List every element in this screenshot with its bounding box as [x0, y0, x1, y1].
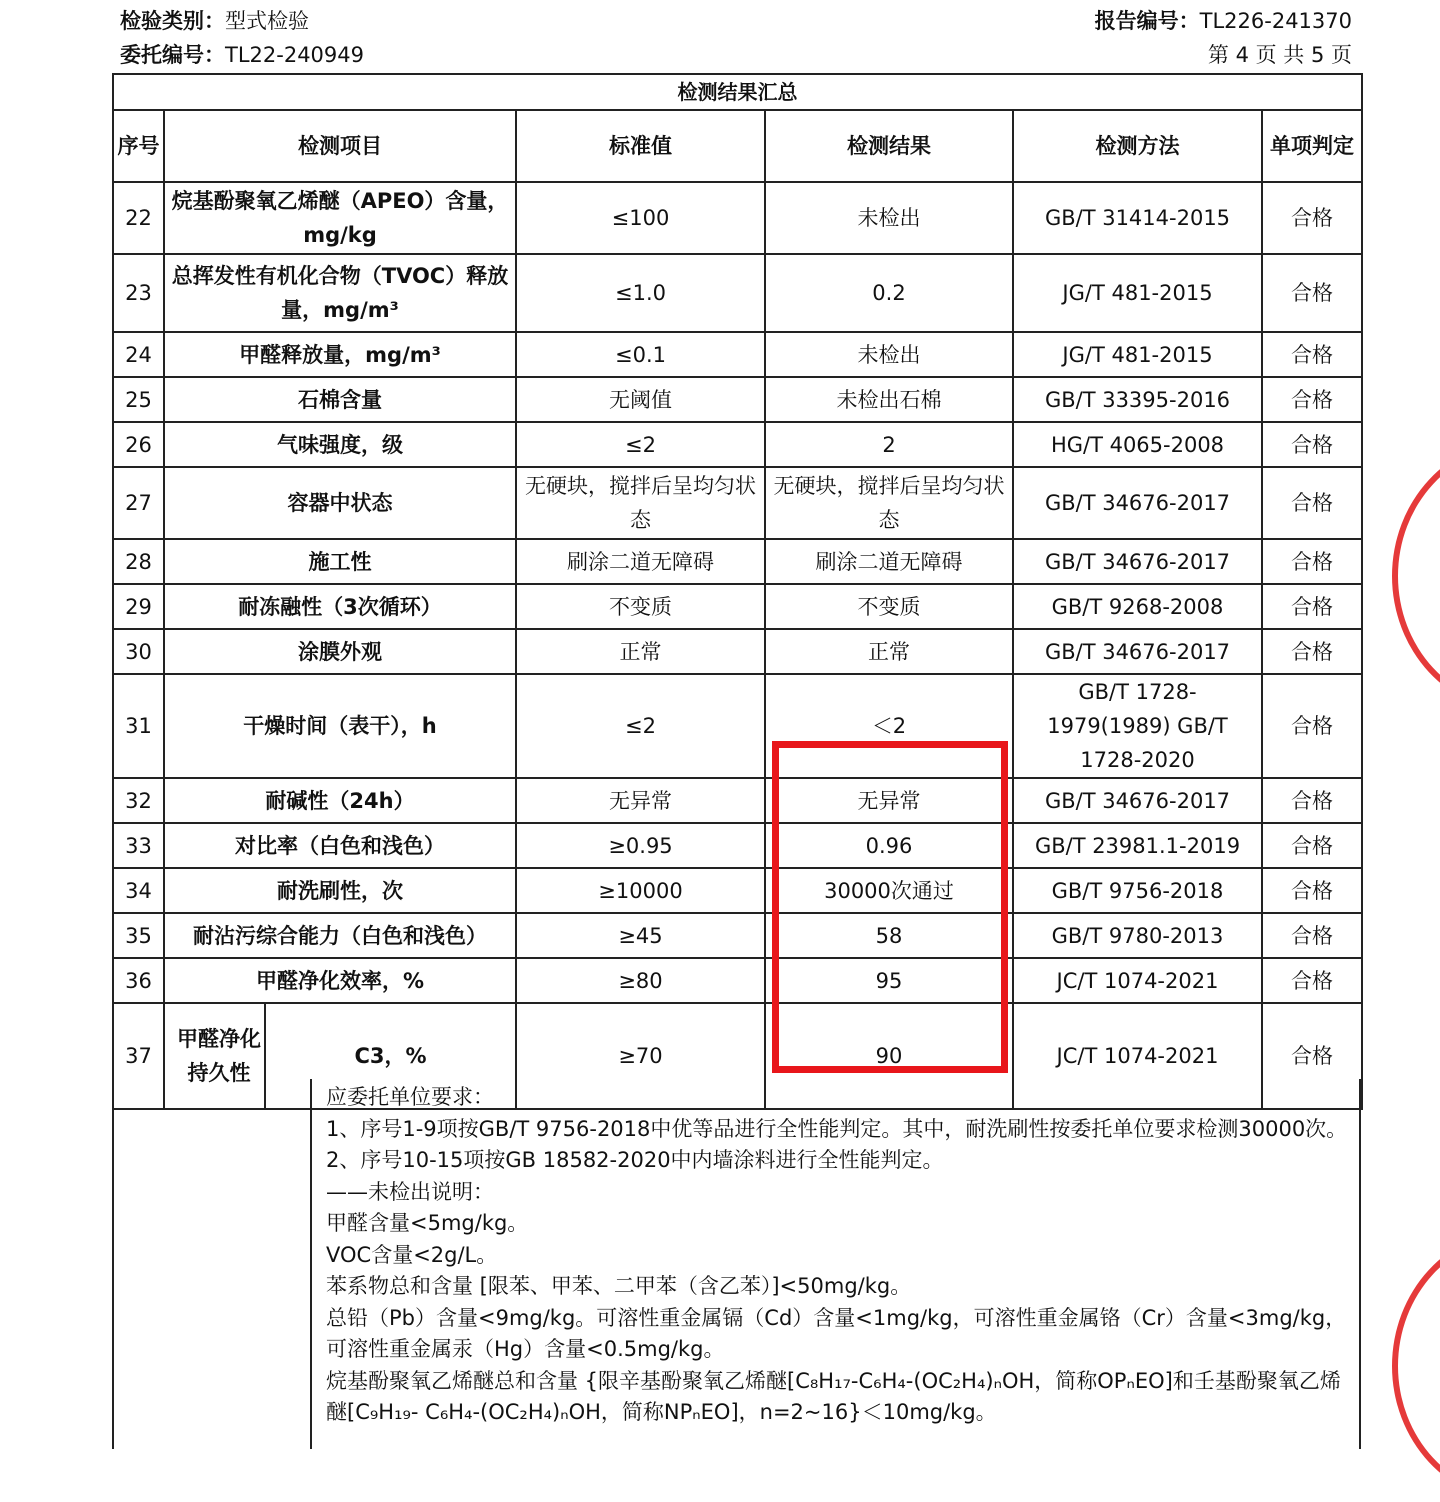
table-row: 32 耐碱性（24h） 无异常 无异常 GB/T 34676-2017 合格: [113, 778, 1362, 823]
table-row: 31 干燥时间（表干），h ≤2 ＜2 GB/T 1728-1979(1989) GB/T 1728-2020 合格: [113, 674, 1362, 778]
table-row: 26 气味强度，级 ≤2 2 HG/T 4065-2008 合格: [113, 422, 1362, 467]
col-header-result: 检测结果: [765, 110, 1013, 182]
col-header-standard: 标准值: [516, 110, 765, 182]
remarks: [326, 1082, 1351, 1429]
official-seal: [1392, 440, 1440, 712]
note-line: 应委托单位要求：: [326, 1085, 494, 1109]
table-row: 37 甲醛净化持久性 C3，% ≥70 90 JC/T 1074-2021 合格: [113, 1003, 1362, 1109]
note-line: 1、序号1-9项按GB/T 9756-2018中优等品进行全性能判定。其中，耐洗刷性按委托单位要求检测30000次。: [326, 1116, 1348, 1141]
note-line: VOC含量<2g/L。: [326, 1242, 498, 1267]
results-table: [112, 73, 1363, 1110]
note-line: 总铅（Pb）含量<9mg/kg。可溶性重金属镉（Cd）含量<1mg/kg，可溶性重金属铬（Cr）含量<3mg/kg，可溶性重金属汞（Hg）含量<0.5mg/kg。: [326, 1305, 1347, 1361]
note-line: 苯系物总和含量 [限苯、甲苯、二甲苯（含乙苯）]<50mg/kg。: [326, 1274, 912, 1298]
inspection-type: 检验类别：型式检验: [120, 9, 309, 33]
note-line: 甲醛含量<5mg/kg。: [326, 1211, 529, 1235]
report-number: 报告编号：TL226-241370: [1094, 9, 1352, 33]
notes-separator: [310, 1079, 312, 1449]
col-header-no: 序号: [113, 110, 164, 182]
page-info: 第 4 页 共 5 页: [1207, 43, 1352, 67]
table-row: 24 甲醛释放量，mg/m³ ≤0.1 未检出 JG/T 481-2015 合格: [113, 332, 1362, 377]
col-header-method: 检测方法: [1013, 110, 1262, 182]
note-line: 烷基酚聚氧乙烯醚总和含量 {限辛基酚聚氧乙烯醚[C₈H₁₇-C₆H₄-(OC₂H₄)ₙOH，简称OPₙEO]和壬基酚聚氧乙烯醚[C₉H₁₉- C₆H₄-(OC₂H₄)ₙOH，简称NPₙEO]，n=2~16}＜10mg/kg。: [326, 1368, 1341, 1424]
official-seal: [1392, 1230, 1440, 1502]
table-caption: 检测结果汇总: [113, 74, 1362, 110]
table-row: 25 石棉含量 无阈值 未检出石棉 GB/T 33395-2016 合格: [113, 377, 1362, 422]
note-line: 2、序号10-15项按GB 18582-2020中内墙涂料进行全性能判定。: [326, 1148, 944, 1172]
table-row: 33 对比率（白色和浅色） ≥0.95 0.96 GB/T 23981.1-2019 合格: [113, 823, 1362, 868]
table-row: 35 耐沾污综合能力（白色和浅色） ≥45 58 GB/T 9780-2013 合格: [113, 913, 1362, 958]
table-row: 23 总挥发性有机化合物（TVOC）释放量，mg/m³ ≤1.0 0.2 JG/T 481-2015 合格: [113, 254, 1362, 332]
table-row: 34 耐洗刷性，次 ≥10000 30000次通过 GB/T 9756-2018 合格: [113, 868, 1362, 913]
col-header-item: 检测项目: [164, 110, 516, 182]
table-row: 27 容器中状态 无硬块，搅拌后呈均匀状态 无硬块，搅拌后呈均匀状态 GB/T 34676-2017 合格: [113, 467, 1362, 539]
table-row: 28 施工性 刷涂二道无障碍 刷涂二道无障碍 GB/T 34676-2017 合格: [113, 539, 1362, 584]
table-row: 22 烷基酚聚氧乙烯醚（APEO）含量，mg/kg ≤100 未检出 GB/T 31414-2015 合格: [113, 182, 1362, 254]
col-header-verdict: 单项判定: [1262, 110, 1362, 182]
table-row: 36 甲醛净化效率，% ≥80 95 JC/T 1074-2021 合格: [113, 958, 1362, 1003]
note-line: ——未检出说明：: [326, 1179, 494, 1204]
commission-number: 委托编号：TL22-240949: [120, 43, 364, 67]
table-row: 30 涂膜外观 正常 正常 GB/T 34676-2017 合格: [113, 629, 1362, 674]
table-row: 29 耐冻融性（3次循环） 不变质 不变质 GB/T 9268-2008 合格: [113, 584, 1362, 629]
result-highlight-box: [772, 741, 1008, 1073]
